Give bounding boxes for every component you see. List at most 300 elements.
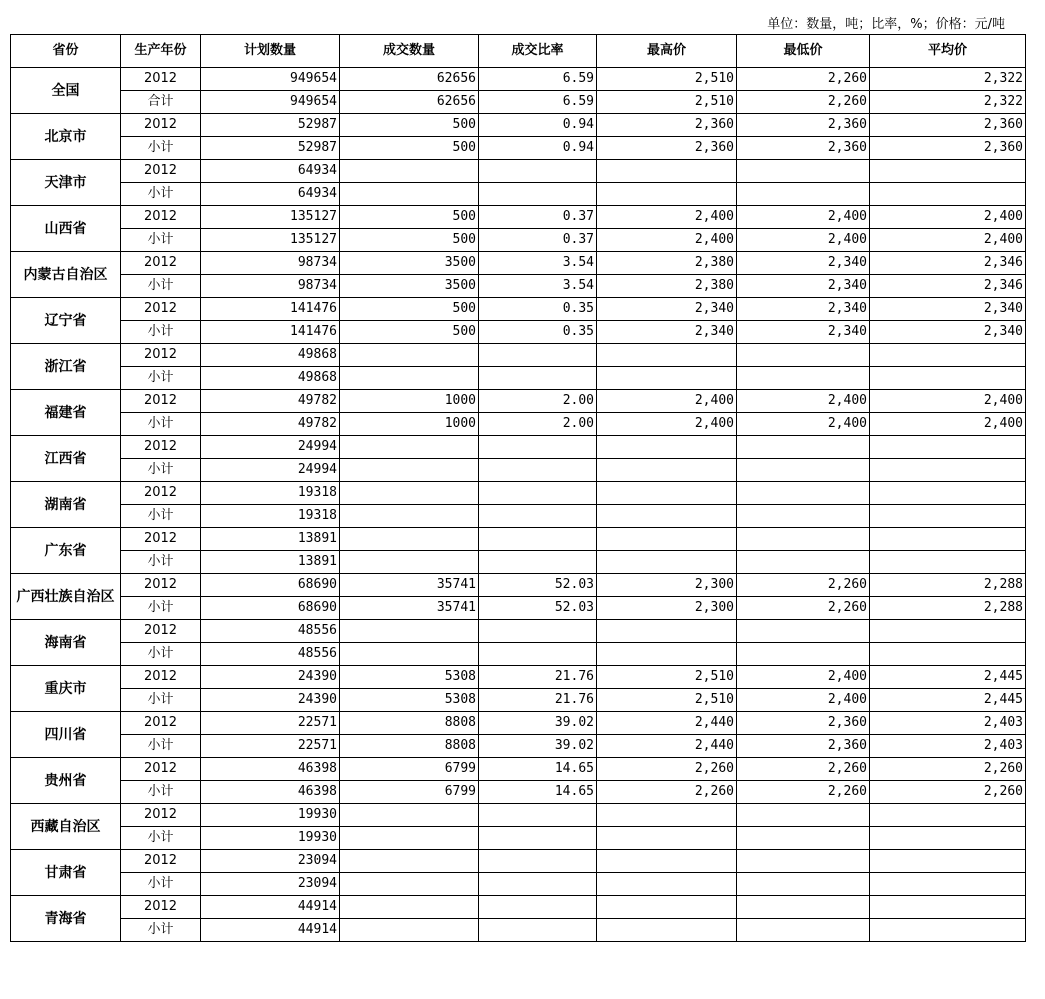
max-price-cell: 2,510 bbox=[597, 68, 737, 91]
table-row bbox=[11, 68, 1026, 91]
traded-qty-cell bbox=[340, 482, 479, 505]
max-price-cell bbox=[597, 505, 737, 528]
year-cell: 小计 bbox=[121, 459, 201, 482]
table-row bbox=[11, 735, 1026, 758]
max-price-cell bbox=[597, 528, 737, 551]
planned-qty-cell: 46398 bbox=[201, 758, 340, 781]
year-cell: 2012 bbox=[121, 482, 201, 505]
planned-qty-cell: 23094 bbox=[201, 850, 340, 873]
year-cell: 小计 bbox=[121, 919, 201, 942]
trade-ratio-cell: 52.03 bbox=[479, 574, 597, 597]
avg-price-cell: 2,445 bbox=[870, 689, 1026, 712]
avg-price-cell: 2,400 bbox=[870, 229, 1026, 252]
trade-ratio-cell bbox=[479, 919, 597, 942]
year-cell: 小计 bbox=[121, 413, 201, 436]
trade-results-table bbox=[10, 34, 1026, 942]
header-traded-qty: 成交数量 bbox=[340, 35, 479, 68]
planned-qty-cell: 68690 bbox=[201, 574, 340, 597]
planned-qty-cell: 13891 bbox=[201, 551, 340, 574]
min-price-cell: 2,400 bbox=[737, 390, 870, 413]
trade-ratio-cell: 21.76 bbox=[479, 689, 597, 712]
planned-qty-cell: 949654 bbox=[201, 91, 340, 114]
planned-qty-cell: 24390 bbox=[201, 689, 340, 712]
min-price-cell: 2,260 bbox=[737, 597, 870, 620]
year-cell: 小计 bbox=[121, 689, 201, 712]
trade-ratio-cell: 6.59 bbox=[479, 68, 597, 91]
traded-qty-cell bbox=[340, 528, 479, 551]
avg-price-cell bbox=[870, 436, 1026, 459]
min-price-cell bbox=[737, 919, 870, 942]
table-row bbox=[11, 528, 1026, 551]
table-row bbox=[11, 482, 1026, 505]
trade-ratio-cell bbox=[479, 528, 597, 551]
year-cell: 小计 bbox=[121, 551, 201, 574]
province-cell: 广东省 bbox=[11, 528, 121, 574]
min-price-cell: 2,340 bbox=[737, 298, 870, 321]
year-cell: 2012 bbox=[121, 114, 201, 137]
max-price-cell bbox=[597, 620, 737, 643]
province-cell: 北京市 bbox=[11, 114, 121, 160]
planned-qty-cell: 23094 bbox=[201, 873, 340, 896]
min-price-cell: 2,400 bbox=[737, 206, 870, 229]
province-cell: 浙江省 bbox=[11, 344, 121, 390]
planned-qty-cell: 68690 bbox=[201, 597, 340, 620]
max-price-cell: 2,340 bbox=[597, 321, 737, 344]
year-cell: 小计 bbox=[121, 183, 201, 206]
min-price-cell: 2,360 bbox=[737, 712, 870, 735]
max-price-cell bbox=[597, 873, 737, 896]
traded-qty-cell: 3500 bbox=[340, 275, 479, 298]
max-price-cell: 2,300 bbox=[597, 597, 737, 620]
year-cell: 小计 bbox=[121, 643, 201, 666]
avg-price-cell: 2,288 bbox=[870, 574, 1026, 597]
max-price-cell: 2,440 bbox=[597, 712, 737, 735]
traded-qty-cell bbox=[340, 620, 479, 643]
traded-qty-cell bbox=[340, 367, 479, 390]
avg-price-cell bbox=[870, 183, 1026, 206]
traded-qty-cell: 1000 bbox=[340, 413, 479, 436]
province-cell: 重庆市 bbox=[11, 666, 121, 712]
table-row bbox=[11, 229, 1026, 252]
avg-price-cell bbox=[870, 643, 1026, 666]
trade-ratio-cell bbox=[479, 804, 597, 827]
table-row bbox=[11, 344, 1026, 367]
max-price-cell: 2,260 bbox=[597, 758, 737, 781]
year-cell: 2012 bbox=[121, 344, 201, 367]
year-cell: 小计 bbox=[121, 275, 201, 298]
year-cell: 2012 bbox=[121, 160, 201, 183]
table-row bbox=[11, 459, 1026, 482]
table-row bbox=[11, 183, 1026, 206]
year-cell: 2012 bbox=[121, 574, 201, 597]
trade-ratio-cell: 6.59 bbox=[479, 91, 597, 114]
traded-qty-cell: 500 bbox=[340, 114, 479, 137]
min-price-cell bbox=[737, 873, 870, 896]
avg-price-cell: 2,400 bbox=[870, 390, 1026, 413]
province-cell: 山西省 bbox=[11, 206, 121, 252]
min-price-cell bbox=[737, 505, 870, 528]
traded-qty-cell bbox=[340, 183, 479, 206]
max-price-cell bbox=[597, 551, 737, 574]
avg-price-cell bbox=[870, 367, 1026, 390]
min-price-cell: 2,360 bbox=[737, 114, 870, 137]
min-price-cell: 2,360 bbox=[737, 735, 870, 758]
max-price-cell: 2,400 bbox=[597, 229, 737, 252]
min-price-cell: 2,340 bbox=[737, 252, 870, 275]
min-price-cell bbox=[737, 896, 870, 919]
planned-qty-cell: 949654 bbox=[201, 68, 340, 91]
traded-qty-cell: 5308 bbox=[340, 689, 479, 712]
avg-price-cell: 2,400 bbox=[870, 206, 1026, 229]
header-trade-ratio: 成交比率 bbox=[479, 35, 597, 68]
traded-qty-cell: 8808 bbox=[340, 735, 479, 758]
header-max-price: 最高价 bbox=[597, 35, 737, 68]
trade-ratio-cell bbox=[479, 344, 597, 367]
year-cell: 小计 bbox=[121, 597, 201, 620]
year-cell: 2012 bbox=[121, 712, 201, 735]
planned-qty-cell: 22571 bbox=[201, 712, 340, 735]
table-body bbox=[11, 68, 1026, 942]
avg-price-cell bbox=[870, 896, 1026, 919]
table-row bbox=[11, 574, 1026, 597]
planned-qty-cell: 44914 bbox=[201, 896, 340, 919]
planned-qty-cell: 44914 bbox=[201, 919, 340, 942]
planned-qty-cell: 48556 bbox=[201, 620, 340, 643]
trade-ratio-cell bbox=[479, 436, 597, 459]
table-row bbox=[11, 252, 1026, 275]
min-price-cell: 2,260 bbox=[737, 574, 870, 597]
avg-price-cell: 2,360 bbox=[870, 114, 1026, 137]
table-row bbox=[11, 91, 1026, 114]
table-row bbox=[11, 367, 1026, 390]
avg-price-cell bbox=[870, 804, 1026, 827]
year-cell: 小计 bbox=[121, 229, 201, 252]
avg-price-cell bbox=[870, 505, 1026, 528]
min-price-cell bbox=[737, 183, 870, 206]
year-cell: 2012 bbox=[121, 896, 201, 919]
min-price-cell: 2,340 bbox=[737, 321, 870, 344]
avg-price-cell: 2,403 bbox=[870, 712, 1026, 735]
traded-qty-cell bbox=[340, 804, 479, 827]
trade-ratio-cell bbox=[479, 482, 597, 505]
trade-ratio-cell: 0.37 bbox=[479, 229, 597, 252]
max-price-cell: 2,340 bbox=[597, 298, 737, 321]
province-cell: 全国 bbox=[11, 68, 121, 114]
avg-price-cell bbox=[870, 344, 1026, 367]
max-price-cell: 2,400 bbox=[597, 413, 737, 436]
table-row bbox=[11, 827, 1026, 850]
avg-price-cell: 2,322 bbox=[870, 68, 1026, 91]
year-cell: 2012 bbox=[121, 298, 201, 321]
trade-ratio-cell bbox=[479, 459, 597, 482]
min-price-cell bbox=[737, 551, 870, 574]
planned-qty-cell: 141476 bbox=[201, 298, 340, 321]
planned-qty-cell: 46398 bbox=[201, 781, 340, 804]
min-price-cell bbox=[737, 643, 870, 666]
avg-price-cell: 2,260 bbox=[870, 781, 1026, 804]
table-row bbox=[11, 505, 1026, 528]
avg-price-cell: 2,340 bbox=[870, 321, 1026, 344]
max-price-cell bbox=[597, 896, 737, 919]
trade-ratio-cell: 21.76 bbox=[479, 666, 597, 689]
planned-qty-cell: 135127 bbox=[201, 206, 340, 229]
province-cell: 青海省 bbox=[11, 896, 121, 942]
max-price-cell bbox=[597, 804, 737, 827]
avg-price-cell bbox=[870, 873, 1026, 896]
max-price-cell: 2,380 bbox=[597, 252, 737, 275]
year-cell: 2012 bbox=[121, 252, 201, 275]
planned-qty-cell: 24994 bbox=[201, 436, 340, 459]
planned-qty-cell: 24390 bbox=[201, 666, 340, 689]
avg-price-cell: 2,340 bbox=[870, 298, 1026, 321]
max-price-cell: 2,400 bbox=[597, 206, 737, 229]
year-cell: 2012 bbox=[121, 206, 201, 229]
traded-qty-cell bbox=[340, 436, 479, 459]
year-cell: 2012 bbox=[121, 436, 201, 459]
min-price-cell: 2,400 bbox=[737, 666, 870, 689]
avg-price-cell: 2,260 bbox=[870, 758, 1026, 781]
max-price-cell bbox=[597, 344, 737, 367]
unit-note: 单位：数量，吨；比率，%；价格：元/吨 bbox=[767, 17, 1005, 32]
planned-qty-cell: 49868 bbox=[201, 344, 340, 367]
year-cell: 2012 bbox=[121, 68, 201, 91]
table-row bbox=[11, 896, 1026, 919]
traded-qty-cell bbox=[340, 160, 479, 183]
max-price-cell bbox=[597, 459, 737, 482]
avg-price-cell bbox=[870, 620, 1026, 643]
year-cell: 2012 bbox=[121, 758, 201, 781]
year-cell: 小计 bbox=[121, 321, 201, 344]
max-price-cell: 2,510 bbox=[597, 666, 737, 689]
province-cell: 海南省 bbox=[11, 620, 121, 666]
traded-qty-cell bbox=[340, 827, 479, 850]
avg-price-cell bbox=[870, 528, 1026, 551]
avg-price-cell: 2,400 bbox=[870, 413, 1026, 436]
planned-qty-cell: 98734 bbox=[201, 252, 340, 275]
traded-qty-cell bbox=[340, 896, 479, 919]
min-price-cell bbox=[737, 804, 870, 827]
table-row bbox=[11, 137, 1026, 160]
max-price-cell bbox=[597, 643, 737, 666]
province-cell: 内蒙古自治区 bbox=[11, 252, 121, 298]
trade-ratio-cell: 3.54 bbox=[479, 275, 597, 298]
max-price-cell: 2,440 bbox=[597, 735, 737, 758]
trade-ratio-cell bbox=[479, 183, 597, 206]
trade-ratio-cell: 14.65 bbox=[479, 781, 597, 804]
header-province: 省份 bbox=[11, 35, 121, 68]
province-cell: 广西壮族自治区 bbox=[11, 574, 121, 620]
planned-qty-cell: 22571 bbox=[201, 735, 340, 758]
trade-ratio-cell: 2.00 bbox=[479, 413, 597, 436]
year-cell: 小计 bbox=[121, 505, 201, 528]
year-cell: 2012 bbox=[121, 390, 201, 413]
avg-price-cell: 2,403 bbox=[870, 735, 1026, 758]
province-cell: 甘肃省 bbox=[11, 850, 121, 896]
table-row bbox=[11, 666, 1026, 689]
min-price-cell bbox=[737, 436, 870, 459]
traded-qty-cell bbox=[340, 459, 479, 482]
province-cell: 辽宁省 bbox=[11, 298, 121, 344]
table-row bbox=[11, 413, 1026, 436]
trade-ratio-cell bbox=[479, 896, 597, 919]
table-row bbox=[11, 873, 1026, 896]
year-cell: 合计 bbox=[121, 91, 201, 114]
table-row bbox=[11, 850, 1026, 873]
year-cell: 小计 bbox=[121, 735, 201, 758]
traded-qty-cell: 6799 bbox=[340, 781, 479, 804]
traded-qty-cell: 8808 bbox=[340, 712, 479, 735]
traded-qty-cell: 500 bbox=[340, 206, 479, 229]
traded-qty-cell bbox=[340, 505, 479, 528]
traded-qty-cell: 5308 bbox=[340, 666, 479, 689]
max-price-cell: 2,300 bbox=[597, 574, 737, 597]
planned-qty-cell: 49782 bbox=[201, 413, 340, 436]
max-price-cell bbox=[597, 367, 737, 390]
table-row bbox=[11, 712, 1026, 735]
trade-ratio-cell bbox=[479, 850, 597, 873]
traded-qty-cell bbox=[340, 344, 479, 367]
max-price-cell: 2,510 bbox=[597, 689, 737, 712]
avg-price-cell bbox=[870, 482, 1026, 505]
trade-ratio-cell: 0.37 bbox=[479, 206, 597, 229]
max-price-cell bbox=[597, 482, 737, 505]
min-price-cell: 2,260 bbox=[737, 781, 870, 804]
planned-qty-cell: 49782 bbox=[201, 390, 340, 413]
province-cell: 湖南省 bbox=[11, 482, 121, 528]
trade-ratio-cell: 0.94 bbox=[479, 137, 597, 160]
max-price-cell: 2,380 bbox=[597, 275, 737, 298]
avg-price-cell: 2,445 bbox=[870, 666, 1026, 689]
year-cell: 小计 bbox=[121, 873, 201, 896]
table-row bbox=[11, 689, 1026, 712]
max-price-cell bbox=[597, 919, 737, 942]
planned-qty-cell: 98734 bbox=[201, 275, 340, 298]
traded-qty-cell: 62656 bbox=[340, 91, 479, 114]
max-price-cell: 2,260 bbox=[597, 781, 737, 804]
planned-qty-cell: 19930 bbox=[201, 804, 340, 827]
header-planned-qty: 计划数量 bbox=[201, 35, 340, 68]
traded-qty-cell bbox=[340, 873, 479, 896]
avg-price-cell bbox=[870, 459, 1026, 482]
max-price-cell bbox=[597, 827, 737, 850]
min-price-cell: 2,360 bbox=[737, 137, 870, 160]
trade-ratio-cell bbox=[479, 551, 597, 574]
trade-ratio-cell: 0.35 bbox=[479, 298, 597, 321]
table-row bbox=[11, 321, 1026, 344]
traded-qty-cell: 35741 bbox=[340, 597, 479, 620]
year-cell: 小计 bbox=[121, 137, 201, 160]
max-price-cell: 2,400 bbox=[597, 390, 737, 413]
year-cell: 2012 bbox=[121, 620, 201, 643]
province-cell: 西藏自治区 bbox=[11, 804, 121, 850]
table-row bbox=[11, 643, 1026, 666]
avg-price-cell: 2,346 bbox=[870, 252, 1026, 275]
trade-ratio-cell: 3.54 bbox=[479, 252, 597, 275]
planned-qty-cell: 64934 bbox=[201, 160, 340, 183]
max-price-cell bbox=[597, 850, 737, 873]
year-cell: 2012 bbox=[121, 666, 201, 689]
min-price-cell: 2,400 bbox=[737, 689, 870, 712]
avg-price-cell bbox=[870, 850, 1026, 873]
trade-ratio-cell: 0.35 bbox=[479, 321, 597, 344]
table-row bbox=[11, 804, 1026, 827]
header-row bbox=[11, 35, 1026, 68]
planned-qty-cell: 24994 bbox=[201, 459, 340, 482]
planned-qty-cell: 19318 bbox=[201, 482, 340, 505]
traded-qty-cell bbox=[340, 850, 479, 873]
province-cell: 四川省 bbox=[11, 712, 121, 758]
trade-ratio-cell: 39.02 bbox=[479, 735, 597, 758]
table-row bbox=[11, 781, 1026, 804]
year-cell: 2012 bbox=[121, 850, 201, 873]
trade-ratio-cell bbox=[479, 505, 597, 528]
traded-qty-cell: 500 bbox=[340, 229, 479, 252]
planned-qty-cell: 52987 bbox=[201, 114, 340, 137]
planned-qty-cell: 49868 bbox=[201, 367, 340, 390]
min-price-cell bbox=[737, 620, 870, 643]
traded-qty-cell: 35741 bbox=[340, 574, 479, 597]
trade-ratio-cell bbox=[479, 873, 597, 896]
min-price-cell: 2,260 bbox=[737, 91, 870, 114]
max-price-cell: 2,360 bbox=[597, 114, 737, 137]
year-cell: 2012 bbox=[121, 804, 201, 827]
table-row bbox=[11, 390, 1026, 413]
min-price-cell: 2,260 bbox=[737, 68, 870, 91]
table-row bbox=[11, 620, 1026, 643]
min-price-cell bbox=[737, 850, 870, 873]
trade-ratio-cell: 39.02 bbox=[479, 712, 597, 735]
table-row bbox=[11, 298, 1026, 321]
trade-ratio-cell bbox=[479, 643, 597, 666]
min-price-cell: 2,400 bbox=[737, 413, 870, 436]
traded-qty-cell: 500 bbox=[340, 321, 479, 344]
max-price-cell bbox=[597, 436, 737, 459]
planned-qty-cell: 135127 bbox=[201, 229, 340, 252]
table-row bbox=[11, 758, 1026, 781]
max-price-cell bbox=[597, 160, 737, 183]
avg-price-cell bbox=[870, 919, 1026, 942]
province-cell: 天津市 bbox=[11, 160, 121, 206]
traded-qty-cell: 1000 bbox=[340, 390, 479, 413]
avg-price-cell bbox=[870, 160, 1026, 183]
header-min-price: 最低价 bbox=[737, 35, 870, 68]
planned-qty-cell: 13891 bbox=[201, 528, 340, 551]
trade-ratio-cell bbox=[479, 620, 597, 643]
trade-ratio-cell: 0.94 bbox=[479, 114, 597, 137]
trade-ratio-cell bbox=[479, 367, 597, 390]
min-price-cell bbox=[737, 367, 870, 390]
avg-price-cell: 2,346 bbox=[870, 275, 1026, 298]
table-row bbox=[11, 275, 1026, 298]
table-row bbox=[11, 114, 1026, 137]
traded-qty-cell: 500 bbox=[340, 137, 479, 160]
trade-ratio-cell: 52.03 bbox=[479, 597, 597, 620]
province-cell: 福建省 bbox=[11, 390, 121, 436]
min-price-cell: 2,400 bbox=[737, 229, 870, 252]
min-price-cell bbox=[737, 528, 870, 551]
max-price-cell: 2,510 bbox=[597, 91, 737, 114]
planned-qty-cell: 52987 bbox=[201, 137, 340, 160]
table-row bbox=[11, 436, 1026, 459]
header-year: 生产年份 bbox=[121, 35, 201, 68]
trade-ratio-cell: 14.65 bbox=[479, 758, 597, 781]
year-cell: 2012 bbox=[121, 528, 201, 551]
traded-qty-cell bbox=[340, 919, 479, 942]
traded-qty-cell: 6799 bbox=[340, 758, 479, 781]
year-cell: 小计 bbox=[121, 827, 201, 850]
planned-qty-cell: 48556 bbox=[201, 643, 340, 666]
min-price-cell: 2,340 bbox=[737, 275, 870, 298]
